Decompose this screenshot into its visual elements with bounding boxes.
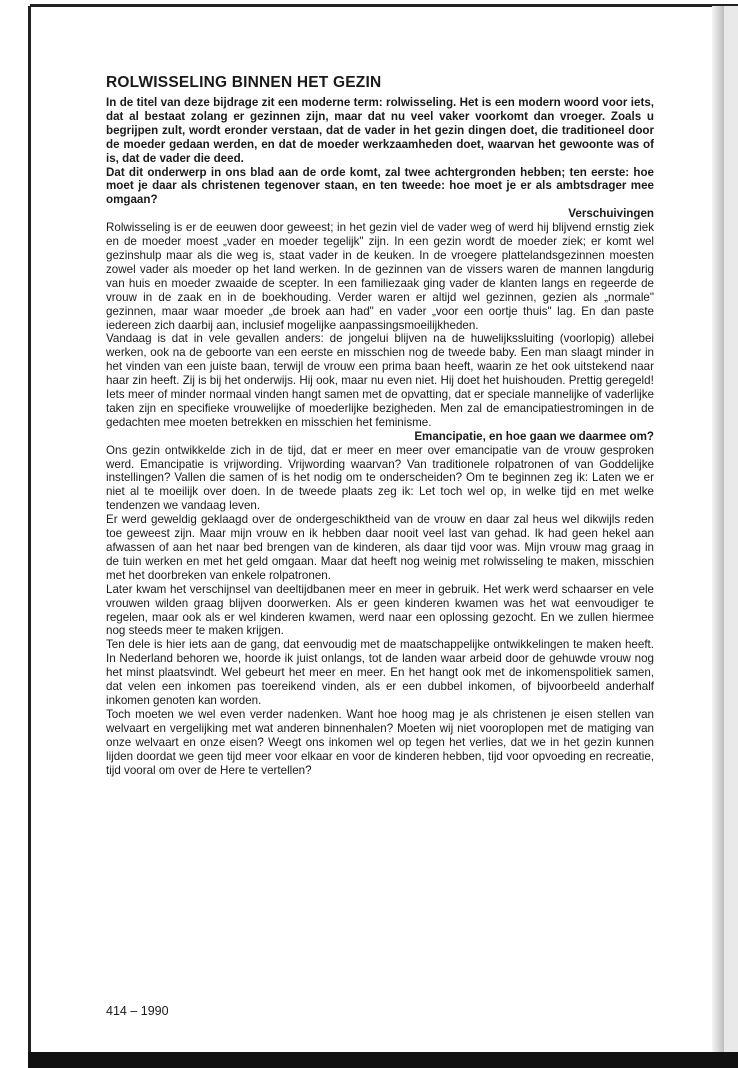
body-paragraph: Toch moeten we wel even verder nadenken. Want hoe hoog mag je als christenen je eisen stellen van welvaart en vergelijking met wat anderen binnenhalen? Moeten wij niet vooroplopen met de matiging van onze welvaart en onze eisen? Weegt ons inkomen wel op tegen het verlies, dat we in het gezin kunnen lijden doordat we geen tijd meer voor elkaar en voor de kinderen hebben, tijd voor opvoeding en recreatie, tijd vooral om over de Here te vertellen?	[106, 707, 654, 777]
article-page	[106, 74, 654, 777]
scan-border-bottom	[28, 1052, 738, 1068]
body-paragraph: Later kwam het verschijnsel van deeltijdbanen meer en meer in gebruik. Het werk werd schaarser en vele vrouwen wilden graag blijven doorwerken. Als er geen kinderen kwamen was het wat eenvoudiger te regelen, maar ook als er wel kinderen kwamen, werd naar een oplossing gezocht. En we zullen hiermee nog steeds meer te maken krijgen.	[106, 582, 654, 638]
page-spine-shadow	[712, 6, 724, 1052]
scan-border-left	[28, 6, 31, 1068]
section-heading-emancipatie: Emancipatie, en hoe gaan we daarmee om?	[414, 429, 654, 443]
body-paragraph: Ten dele is hier iets aan de gang, dat eenvoudig met de maatschappelijke ontwikkelingen te maken heeft. In Nederland behoren we, hoorde ik juist onlangs, tot de landen waar arbeid door de gehuwde vrouw nog het minst plaatsvindt. Wel gebeurt het meer en meer. En het hangt ook met de inkomenspolitiek samen, dat velen een inkomen pas toereikend vinden, als er een dubbel inkomen, of bijvoorbeeld anderhalf inkomen genoten kan worden.	[106, 638, 654, 707]
body-paragraph: Vandaag is dat in vele gevallen anders: de jongelui blijven na de huwelijkssluiting (voorlopig) allebei werken, ook na de geboorte van een eerste en misschien nog de tweede baby. Een man slaagt minder in het vinden van een juiste baan, terwijl de vrouw een prima baan heeft, waarin ze het ook uitstekend naar haar zin heeft. Zij is bij het onderwijs. Hij ook, maar nu even niet. Hij doet het huishouden. Prettig geregeld!	[106, 332, 654, 388]
section-heading-verschuivingen: Verschuivingen	[568, 207, 654, 221]
page-spine-edge	[724, 6, 738, 1052]
body-paragraph: Ons gezin ontwikkelde zich in de tijd, dat er meer en meer over emancipatie van de vrouw gesproken werd. Emancipatie is vrijwording. Vrijwording waarvan? Van traditionele rolpatronen of van Goddelijke instellingen? Vallen die samen of is het nodig om te onderscheiden? Om te beginnen zeg ik: Laten we er niet al te moeilijk over doen. In de tweede plaats zeg ik: Let toch wel op, in welke tijd en met welke tendenzen we vandaag leven.	[106, 443, 654, 513]
scan-border-top	[30, 4, 738, 7]
body-paragraph: Er werd geweldig geklaagd over de ondergeschiktheid van de vrouw en daar zal heus wel dikwijls reden toe geweest zijn. Maar mijn vrouw en ik hebben daar nooit veel last van gehad. Ik had geen hekel aan afwassen of aan het naar bed brengen van de kinderen, als daar tijd voor was. Mijn vrouw mag graag in de tuin werken en met het geld omgaan. Maar dat heeft nog weinig met rolwisseling te maken, misschien met het doorbreken van enkele rolpatronen.	[106, 513, 654, 582]
intro-paragraph: In de titel van deze bijdrage zit een moderne term: rolwisseling. Het is een modern woord voor iets, dat al bestaat zolang er gezinnen zijn, maar dat nu veel vaker voorkomt dan vroeger. Zoals u begrijpen zult, wordt eronder verstaan, dat de vader in het gezin dingen doet, die traditioneel door de moeder gedaan werden, en dat de moeder werkzaamheden doet, waarvan het gewoonte was of is, dat de vader die deed.	[106, 96, 654, 165]
body-paragraph: Rolwisseling is er de eeuwen door geweest; in het gezin viel de vader weg of werd hij blijvend ernstig ziek en de moeder moest „vader en moeder tegelijk" zijn. In een gezin wordt de moeder ziek; er komt wel gezinshulp maar als die weg is, staat vader in de keuken. In de vroegere plattelandsgezinnen moesten zowel vader als moeder op het land werken. In de gezinnen van de vissers waren de mannen langdurig van huis en moeder zwaaide de scepter. In een familiezaak ging vader de klanten langs en regeerde de vrouw in de zaak en in de boekhouding. Verder waren er altijd wel gezinnen, gezien als „normale" gezinnen, maar waar moeder „de broek aan had" en vader „voor een oortje thuis" lag. En dan paste iedereen zich daarbij aan, inclusief mogelijke aanpassingsmoeilijkheden.	[106, 221, 654, 332]
page-number-footer: 414 – 1990	[106, 1004, 169, 1018]
article-title: ROLWISSELING BINNEN HET GEZIN	[106, 74, 382, 91]
intro-paragraph: Dat dit onderwerp in ons blad aan de orde komt, zal twee achtergronden hebben; ten eerste: hoe moet je daar als christenen tegenover staan, en ten tweede: hoe moet je er als ambtsdrager mee omgaan?	[106, 165, 654, 207]
body-paragraph: Iets meer of minder normaal vinden hangt samen met de opvatting, dat er speciale mannelijke of vaderlijke taken zijn en specifieke vrouwelijke of moederlijke bezigheden. Men zal de emancipatiestromingen in de gedachten mee moeten betrekken en misschien het feminisme.	[106, 388, 654, 429]
